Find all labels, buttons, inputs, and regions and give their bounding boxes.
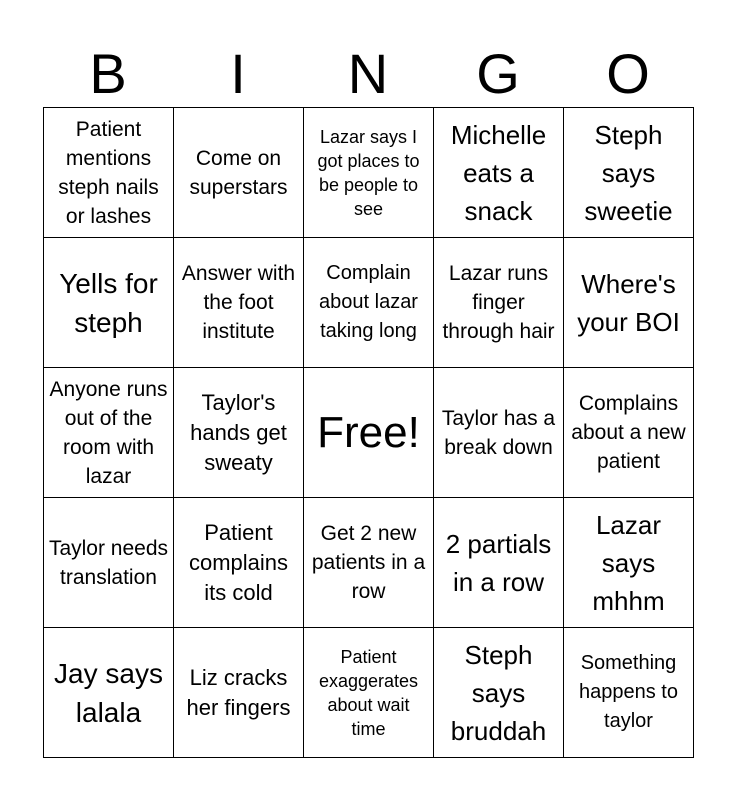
cell-text: Yells for steph: [59, 267, 158, 338]
cell-text: Michelle eats a snack: [450, 119, 547, 226]
free-space[interactable]: [304, 368, 434, 498]
header-letter-o: O: [606, 42, 650, 105]
bingo-cell[interactable]: [44, 108, 174, 238]
bingo-cell[interactable]: [304, 498, 434, 628]
bingo-cell[interactable]: [434, 238, 564, 368]
cell-text: Get 2 new patients in a row: [311, 522, 426, 603]
bingo-cell[interactable]: [44, 628, 174, 758]
free-space-text: Free!: [317, 407, 420, 457]
cell-text: Lazar says I got places to be people to see: [317, 126, 420, 219]
cell-text: Steph says bruddah: [450, 639, 547, 746]
bingo-cell[interactable]: [304, 628, 434, 758]
bingo-cell[interactable]: [304, 108, 434, 238]
bingo-cell[interactable]: [564, 628, 694, 758]
bingo-row: [44, 368, 694, 498]
bingo-cell[interactable]: [434, 498, 564, 628]
bingo-cell[interactable]: [434, 628, 564, 758]
header-letter-b: B: [89, 42, 127, 105]
cell-text: Taylor needs translation: [48, 536, 169, 589]
bingo-header: [43, 42, 693, 106]
cell-text: Answer with the foot institute: [181, 262, 296, 343]
header-letter-g: G: [476, 42, 520, 105]
bingo-cell[interactable]: [174, 368, 304, 498]
bingo-cell[interactable]: [174, 238, 304, 368]
cell-text: Complains about a new patient: [571, 392, 686, 473]
cell-text: Jay says lalala: [54, 657, 163, 728]
bingo-cell[interactable]: [564, 368, 694, 498]
bingo-cell[interactable]: [564, 238, 694, 368]
header-letter-n: N: [347, 42, 389, 105]
bingo-cell[interactable]: [564, 498, 694, 628]
bingo-cell[interactable]: [564, 108, 694, 238]
bingo-cell[interactable]: [44, 498, 174, 628]
header-letter-i: I: [230, 42, 246, 105]
bingo-cell[interactable]: [174, 108, 304, 238]
cell-text: Come on superstars: [189, 146, 288, 199]
cell-text: Lazar says mhhm: [592, 509, 665, 616]
cell-text: Taylor's hands get sweaty: [190, 389, 287, 475]
bingo-cell[interactable]: [174, 628, 304, 758]
cell-text: Steph says sweetie: [584, 119, 673, 226]
cell-text: Where's your BOI: [577, 268, 680, 337]
bingo-cell[interactable]: [174, 498, 304, 628]
bingo-cell[interactable]: [44, 368, 174, 498]
cell-text: Taylor has a break down: [441, 406, 556, 459]
cell-text: Lazar runs finger through hair: [442, 262, 555, 343]
cell-text: Complain about lazar taking long: [319, 262, 418, 342]
bingo-cell[interactable]: [304, 238, 434, 368]
bingo-row: [44, 628, 694, 758]
cell-text: Patient exaggerates about wait time: [318, 646, 419, 739]
bingo-cell[interactable]: [434, 368, 564, 498]
bingo-row: [44, 498, 694, 628]
cell-text: Patient mentions steph nails or lashes: [58, 117, 159, 228]
bingo-row: [44, 238, 694, 368]
bingo-cell[interactable]: [44, 238, 174, 368]
cell-text: Anyone runs out of the room with lazar: [49, 377, 168, 488]
cell-text: Liz cracks her fingers: [186, 664, 291, 720]
bingo-cell[interactable]: [434, 108, 564, 238]
cell-text: Something happens to taylor: [579, 652, 678, 732]
bingo-card: [43, 107, 694, 758]
cell-text: 2 partials in a row: [445, 528, 552, 597]
bingo-row: [44, 108, 694, 238]
cell-text: Patient complains its cold: [188, 519, 289, 605]
